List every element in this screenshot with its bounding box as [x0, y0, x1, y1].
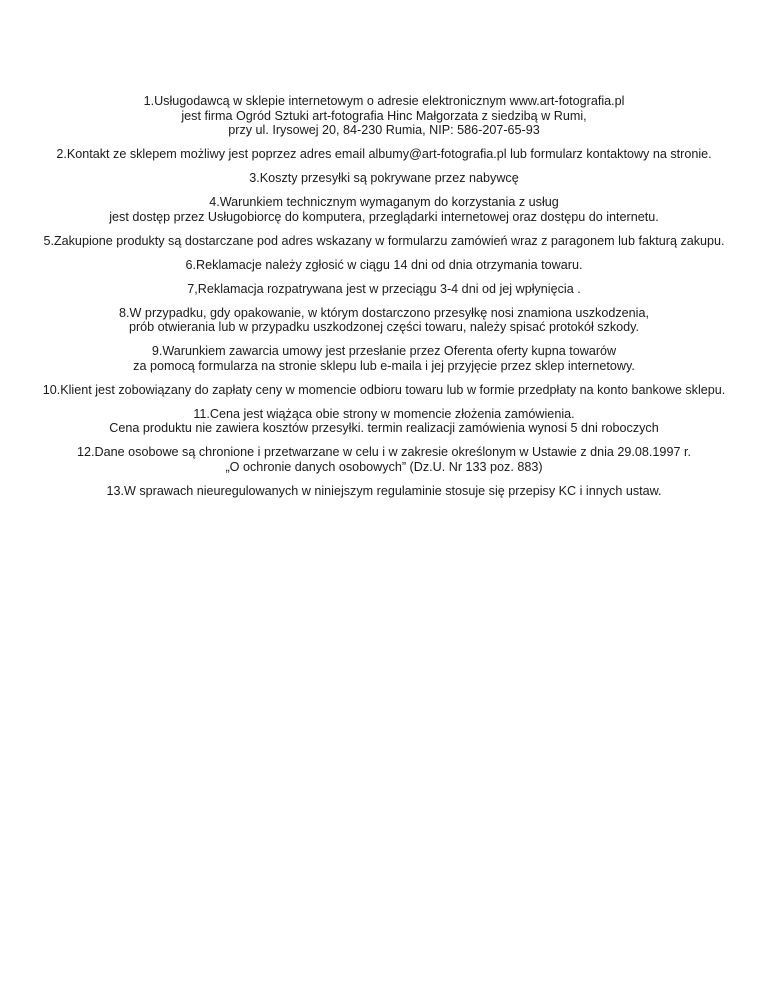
clause-5	[0, 234, 768, 249]
clause-10	[0, 383, 768, 398]
clause-4	[0, 195, 768, 224]
clause-line: 2.Kontakt ze sklepem możliwy jest poprzez adres email albumy@art-fotografia.pl lub formularz kontaktowy na stronie.	[56, 147, 712, 161]
clause-line: prób otwierania lub w przypadku uszkodzonej części towaru, należy spisać protokół szkody.	[128, 320, 640, 334]
clause-line: 11.Cena jest wiążąca obie strony w momencie złożenia zamówienia.	[193, 406, 575, 421]
clause-11	[0, 407, 768, 436]
clause-line: 10.Klient jest zobowiązany do zapłaty ceny w momencie odbioru towaru lub w formie przedpłaty na konto bankowe sklepu.	[42, 382, 726, 397]
clause-13	[0, 484, 768, 499]
clause-3	[0, 171, 768, 186]
clause-line: 4.Warunkiem technicznym wymaganym do korzystania z usług	[209, 195, 559, 209]
clause-line: Cena produktu nie zawiera kosztów przesyłki. termin realizacji zamówienia wynosi 5 dni roboczych	[109, 421, 659, 435]
clause-line: 12.Dane osobowe są chronione i przetwarzane w celu i w zakresie określonym w Ustawie z dnia 29.08.1997 r.	[77, 445, 691, 459]
clause-9	[0, 344, 768, 373]
clause-1	[0, 94, 768, 138]
clause-line: 13.W sprawach nieuregulowanych w niniejszym regulaminie stosuje się przepisy KC i innych ustaw.	[106, 483, 662, 498]
clause-line: 9.Warunkiem zawarcia umowy jest przesłanie przez Oferenta oferty kupna towarów	[151, 344, 617, 358]
clause-7	[0, 282, 768, 297]
clause-line: 3.Koszty przesyłki są pokrywane przez nabywcę	[249, 171, 519, 185]
clause-line: „O ochronie danych osobowych” (Dz.U. Nr 133 poz. 883)	[225, 459, 543, 474]
terms-document	[0, 94, 768, 508]
clause-line: za pomocą formularza na stronie sklepu lub e-maila i jej przyjęcie przez sklep internetowy.	[133, 358, 635, 373]
clause-line: 6.Reklamacje należy zgłosić w ciągu 14 dni od dnia otrzymania towaru.	[185, 257, 583, 272]
clause-line: 8.W przypadku, gdy opakowanie, w którym dostarczono przesyłkę nosi znamiona uszkodzenia,	[119, 305, 649, 320]
clause-line: 5.Zakupione produkty są dostarczane pod adres wskazany w formularzu zamówień wraz z paragonem lub fakturą zakupu.	[43, 233, 725, 248]
clause-line: jest dostęp przez Usługobiorcę do komputera, przeglądarki internetowej oraz dostępu do internetu.	[109, 209, 659, 224]
clause-line: jest firma Ogród Sztuki art-fotografia Hinc Małgorzata z siedzibą w Rumi,	[181, 108, 587, 123]
clause-8	[0, 306, 768, 335]
clause-line: 7,Reklamacja rozpatrywana jest w przeciągu 3-4 dni od jej wpłynięcia .	[187, 281, 581, 296]
clause-12	[0, 445, 768, 474]
clause-2	[0, 147, 768, 162]
clause-line: 1.Usługodawcą w sklepie internetowym o adresie elektronicznym www.art-fotografia.pl	[143, 94, 625, 108]
clause-6	[0, 258, 768, 273]
clause-line: przy ul. Irysowej 20, 84-230 Rumia, NIP: 586-207-65-93	[228, 123, 540, 137]
